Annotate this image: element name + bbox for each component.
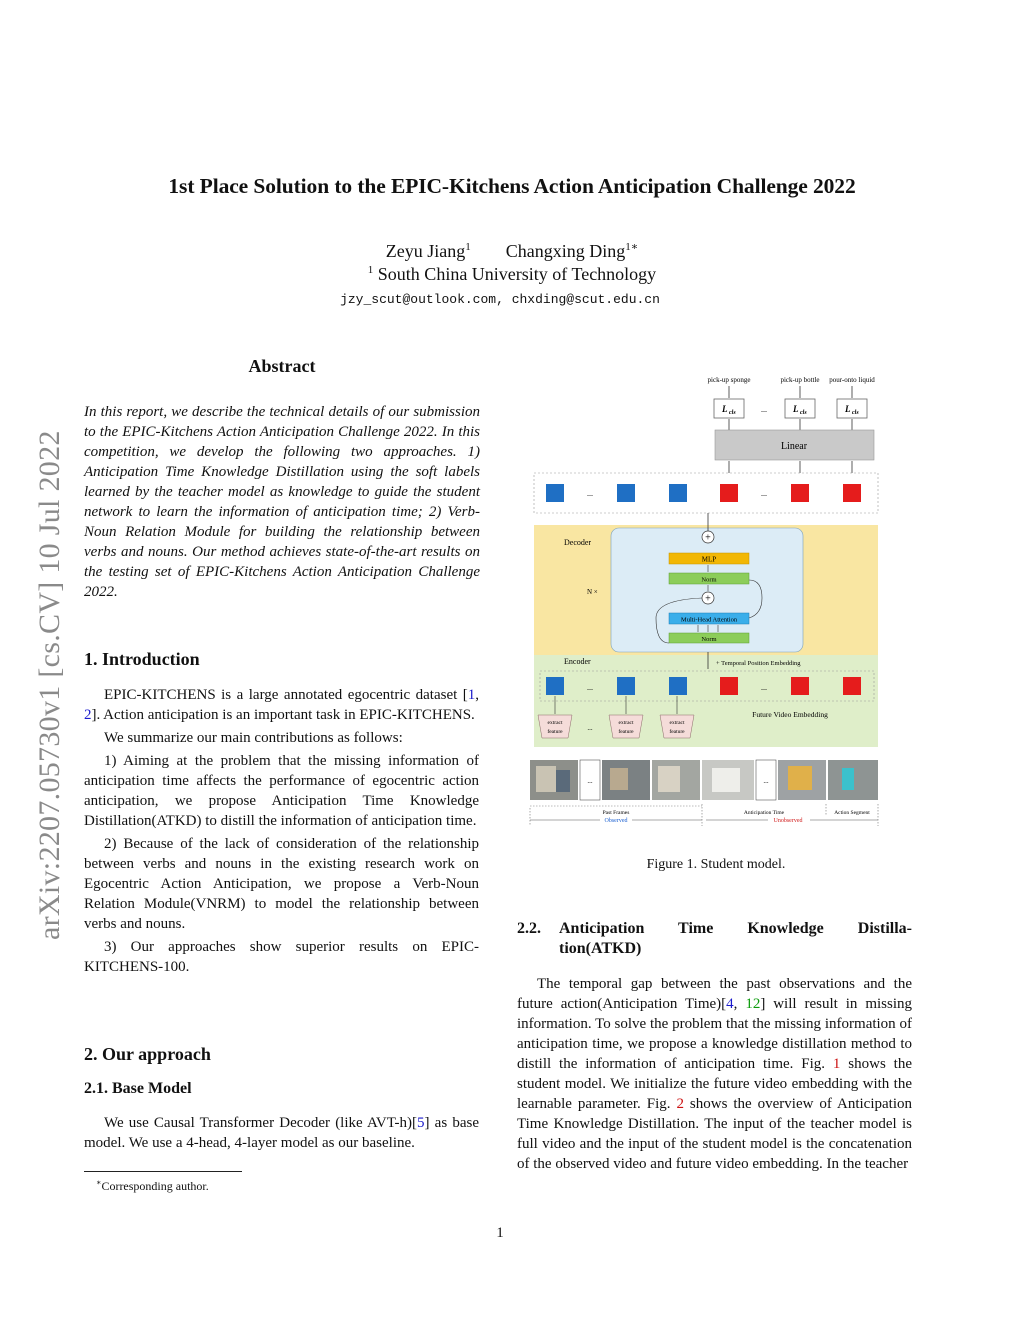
- footnote: ∗Corresponding author.: [96, 1178, 209, 1193]
- svg-text:extract: extract: [669, 720, 685, 726]
- author-1-sup: 1: [465, 241, 471, 253]
- intro-heading: 1. Introduction: [84, 649, 200, 669]
- paper-title: 1st Place Solution to the EPIC-Kitchens Action Anticipation Challenge 2022: [168, 174, 856, 198]
- cite-4[interactable]: 4: [726, 996, 734, 1012]
- output-token-observed: [617, 484, 635, 502]
- arxiv-stamp: arXiv:2207.05730v1 [cs.CV] 10 Jul 2022: [33, 430, 66, 940]
- output-token-future: [791, 484, 809, 502]
- loss-box-2: [785, 399, 815, 418]
- svg-text:cls: cls: [852, 410, 859, 416]
- section-2-2-body: The temporal gap between the past observations and the future action(Anticipation Time)[4, 12] will result in missing information. To solve the problem that the missing information of anticipation time, we propose a knowledge distillation method to distill the information of anticipation time. Fig. 1 shows the student model. We initialize the future video embedding with the learnable parameter. Fig. 2 shows the overview of Anticipation Time Knowledge Distillation. The input of the teacher model is full video and the input of the student model is the concatenation of the observed video and future video embedding. In the teacher: [517, 976, 913, 1172]
- intro-p2: We summarize our main contributions as follows:: [104, 730, 403, 746]
- label-pour-onto-liquid: pour-onto liquid: [829, 376, 875, 384]
- author-2-sup: 1∗: [625, 241, 639, 253]
- fig-ref-2[interactable]: 2: [676, 1096, 684, 1112]
- extract-feature-box-2: [609, 715, 643, 738]
- footnote-rule: [84, 1171, 242, 1172]
- plus-sign: +: [705, 532, 711, 544]
- temporal-position-embedding: + Temporal Position Embedding: [716, 660, 801, 667]
- svg-text:cls: cls: [729, 410, 736, 416]
- input-token-observed: [617, 677, 635, 695]
- intro-body: [84, 685, 479, 980]
- linear-label: Linear: [780, 441, 808, 452]
- loss-box-1: [714, 399, 744, 418]
- anticipation-time-label: Anticipation Time: [743, 810, 785, 816]
- svg-text:...: ...: [763, 777, 769, 785]
- plus-sign: +: [705, 593, 711, 605]
- svg-text:L: L: [793, 404, 799, 414]
- affiliation-sup: 1: [367, 264, 374, 276]
- svg-text:feature: feature: [547, 729, 563, 735]
- author-2: Changxing Ding: [505, 241, 626, 261]
- fig-ref-1[interactable]: 1: [832, 1056, 841, 1072]
- input-token-future: [843, 677, 861, 695]
- figure-caption: Figure 1. Student model.: [646, 857, 786, 872]
- input-token-future: [720, 677, 738, 695]
- output-token-future: [720, 484, 738, 502]
- decoder-label: Decoder: [564, 538, 592, 547]
- approach-heading: 2. Our approach: [84, 1044, 211, 1064]
- intro-p5: 3) Our approaches show superior results on EPIC-KITCHENS-100.: [84, 939, 479, 975]
- extract-feature-box-1: [538, 715, 572, 738]
- input-token-observed: [546, 677, 564, 695]
- ellipsis: ...: [761, 683, 767, 692]
- svg-text:...: ...: [587, 777, 593, 785]
- svg-text:extract: extract: [547, 720, 563, 726]
- encoder-label: Encoder: [564, 657, 591, 666]
- unobserved-label: Unobserved: [773, 818, 803, 824]
- ellipsis: ...: [587, 683, 593, 692]
- output-token-observed: [546, 484, 564, 502]
- cite-12[interactable]: 12: [745, 996, 761, 1012]
- svg-text:extract: extract: [618, 720, 634, 726]
- n-times-label: N ×: [587, 588, 598, 596]
- mha-label: Multi-Head Attention: [680, 616, 738, 624]
- label-pick-up-sponge: pick-up sponge: [707, 376, 751, 384]
- video-frames-strip: [530, 760, 878, 800]
- future-video-embedding-label: Future Video Embedding: [752, 710, 828, 719]
- page-number: 1: [496, 1225, 504, 1241]
- intro-p1: EPIC-KITCHENS is a large annotated egocentric dataset [1, 2]. Action anticipation is an important task in EPIC-KITCHENS.: [84, 687, 479, 723]
- cite-2[interactable]: 2: [84, 707, 92, 723]
- output-token-future: [843, 484, 861, 502]
- affiliation-text: South China University of Technology: [377, 264, 657, 284]
- cite-1[interactable]: 1: [467, 687, 476, 703]
- output-token-observed: [669, 484, 687, 502]
- output-token-row: [534, 473, 878, 513]
- observed-label: Observed: [604, 818, 628, 824]
- ellipsis: ...: [761, 405, 767, 414]
- authors: [0, 240, 1024, 262]
- emails: jzy_scut@outlook.com, chxding@scut.edu.cn: [340, 292, 660, 307]
- base-model-body: We use Causal Transformer Decoder (like AVT-h)[5] as base model. We use a 4-head, 4-layer model as our baseline.: [84, 1115, 479, 1151]
- base-model-heading: 2.1. Base Model: [84, 1080, 192, 1097]
- ellipsis: ...: [587, 724, 593, 732]
- svg-text:L: L: [845, 404, 851, 414]
- abstract-heading: Abstract: [248, 356, 316, 376]
- mlp-label: MLP: [701, 555, 717, 564]
- loss-box-3: [837, 399, 867, 418]
- svg-text:feature: feature: [669, 729, 685, 735]
- action-segment-label: Action Segment: [834, 810, 870, 816]
- abstract-text: In this report, we describe the technical details of our submission to the EPIC-Kitchens Action Anticipation Challenge 2022. In this competition, we develop the following two approaches. 1) Anticipation Time Knowledge Distillation using the soft labels learned by the teacher model as knowledge to guide the student network to learn the information of anticipation time; 2) Verb-Noun Relation Module for building the relationship between verbs and nouns. Our method achieves state-of-the-art results on the testing set of EPIC-Kitchens Action Anticipation Challenge 2022.: [84, 404, 480, 600]
- section-2-2-heading: 2.2. Anticipation Time Knowledge Distilla- tion(ATKD): [517, 920, 912, 957]
- svg-text:cls: cls: [800, 410, 807, 416]
- intro-p3: 1) Aiming at the problem that the missing information of anticipation time affects the performance of egocentric action anticipation, we propose Anticipation Time Knowledge Distillation(ATKD) to distill the information of anticipation time.: [84, 753, 479, 829]
- norm-label: Norm: [701, 576, 717, 584]
- norm-label: Norm: [701, 636, 717, 643]
- ellipsis: ...: [761, 489, 767, 498]
- input-token-observed: [669, 677, 687, 695]
- cite-5[interactable]: 5: [417, 1115, 425, 1131]
- ellipsis: ...: [587, 489, 593, 498]
- figure-student-model: [526, 368, 886, 828]
- label-pick-up-bottle: pick-up bottle: [780, 376, 820, 384]
- svg-text:feature: feature: [618, 729, 634, 735]
- input-token-future: [791, 677, 809, 695]
- affiliation: [0, 264, 1024, 285]
- past-frames-label: Past Frames: [602, 810, 630, 816]
- author-1: Zeyu Jiang: [385, 241, 466, 261]
- intro-p4: 2) Because of the lack of consideration of the relationship between verbs and nouns in the existing research work on Egocentric Action Anticipation, we propose a Verb-Noun Relation Module(VNRM) to model the relationship between verbs and nouns.: [84, 836, 479, 932]
- svg-text:L: L: [722, 404, 728, 414]
- extract-feature-box-3: [660, 715, 694, 738]
